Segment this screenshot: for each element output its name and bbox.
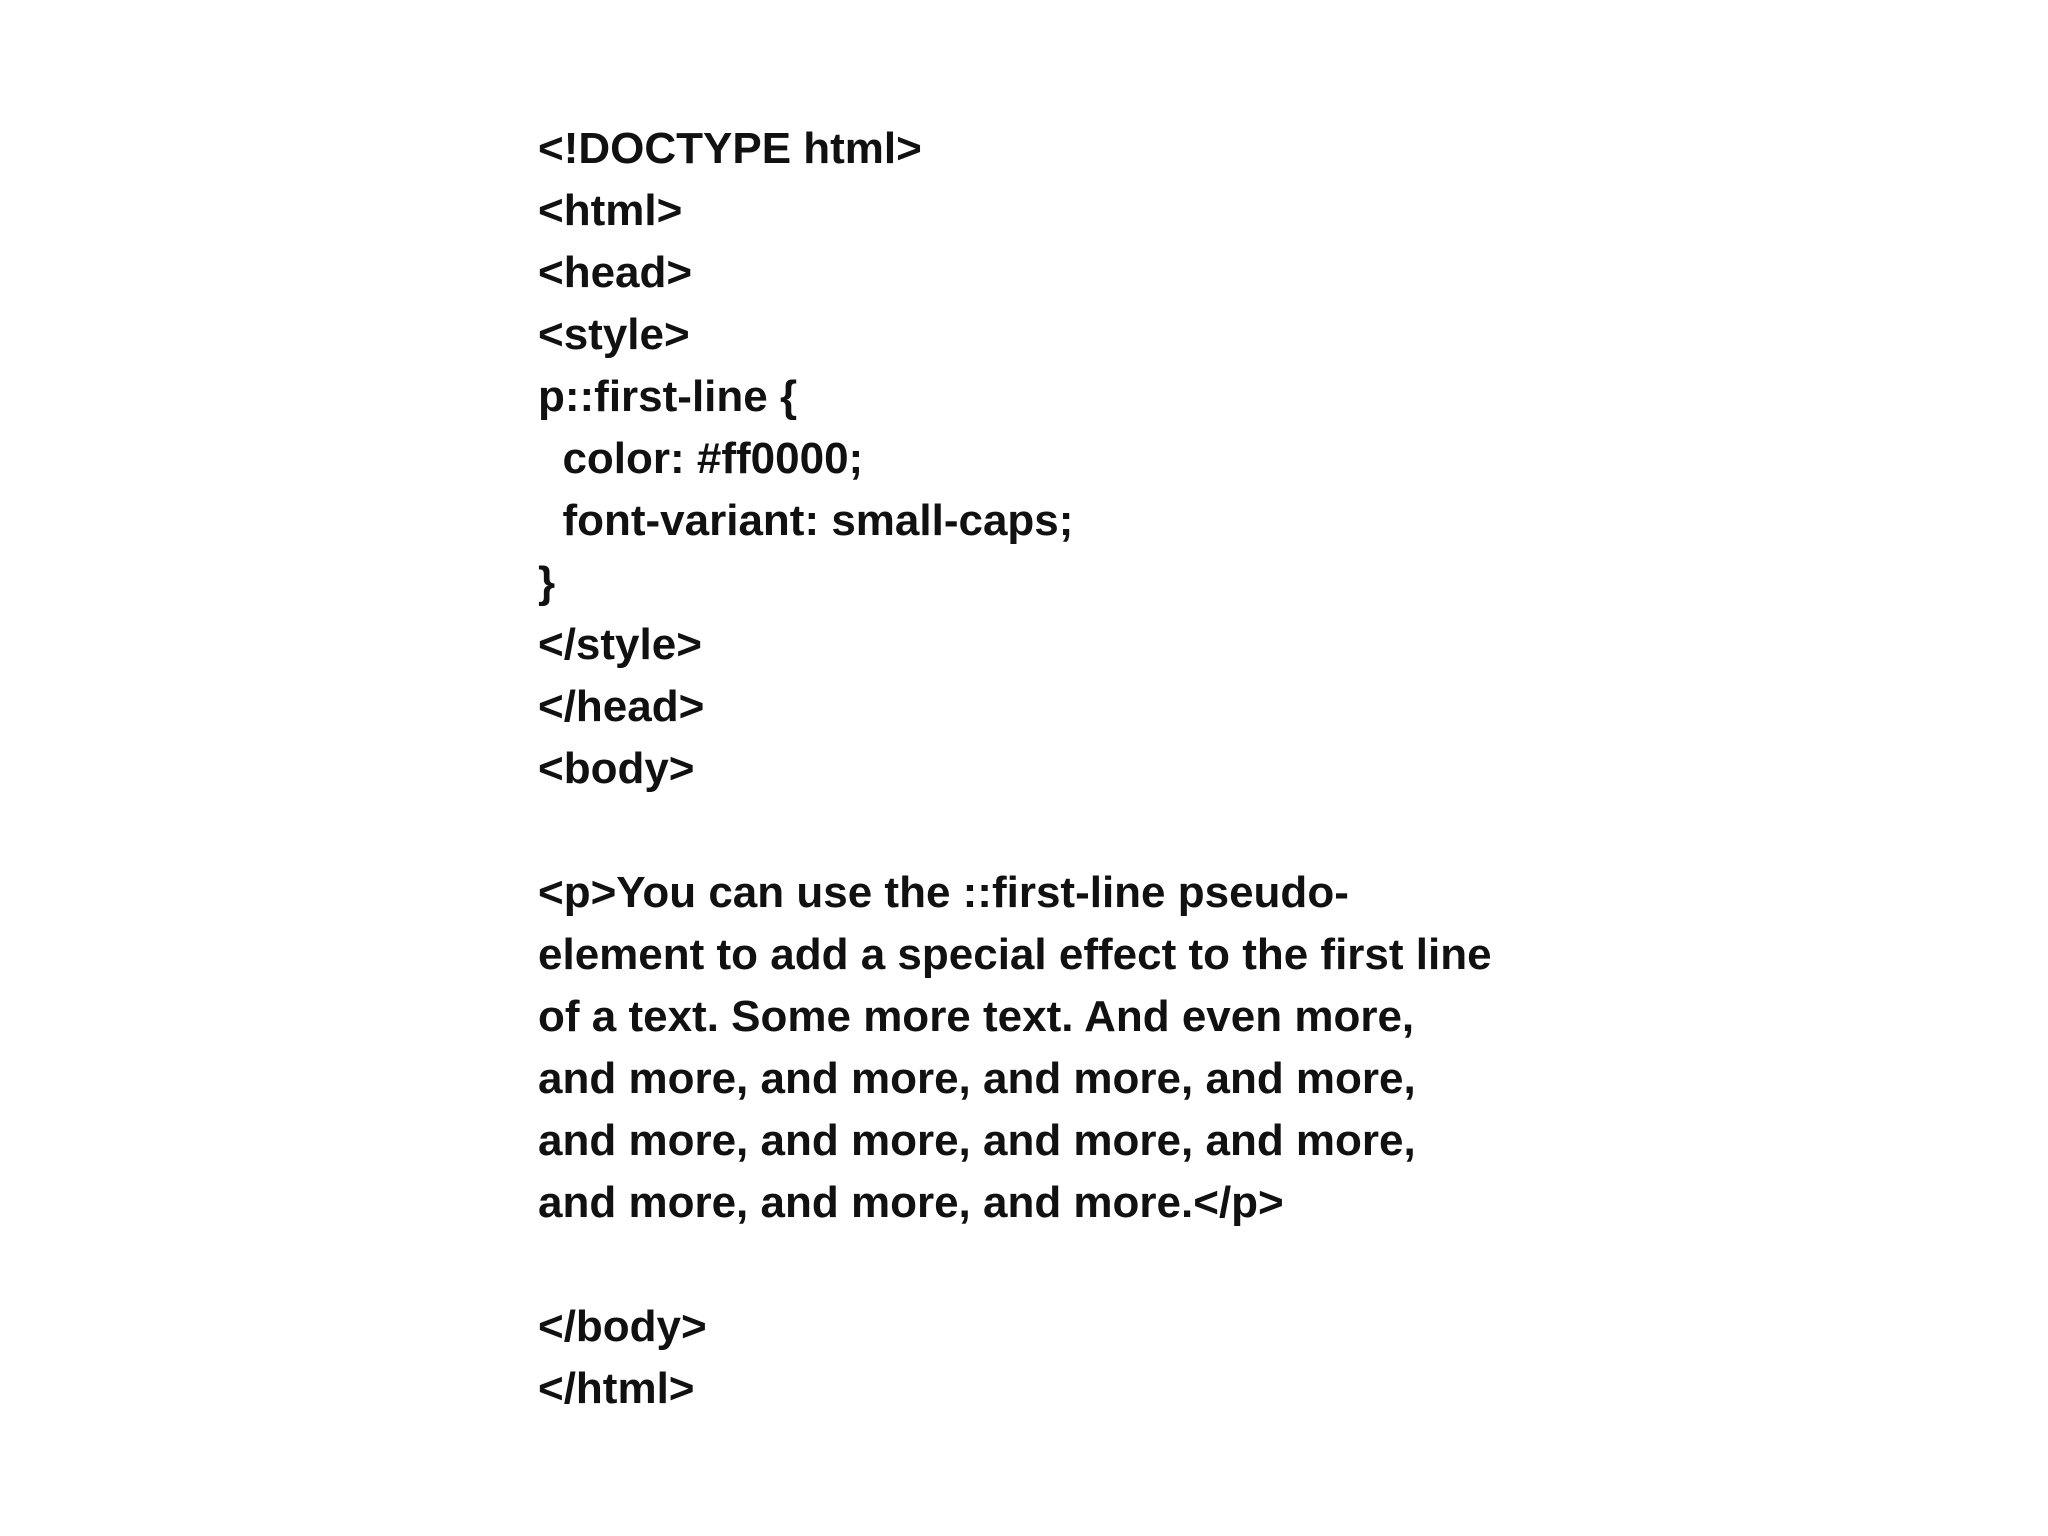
code-line-paragraph-2: element to add a special effect to the first line — [538, 930, 1492, 979]
code-line-font-variant-rule: font-variant: small-caps; — [538, 496, 1074, 545]
code-block — [538, 118, 1838, 1420]
code-line-rule-close: } — [538, 558, 556, 607]
code-line-style-close: </style> — [538, 620, 702, 669]
code-line-body-close: </body> — [538, 1302, 707, 1351]
code-line-paragraph-6: and more, and more, and more.</p> — [538, 1178, 1284, 1227]
code-line-selector: p::first-line { — [538, 372, 798, 421]
code-line-color-rule: color: #ff0000; — [538, 434, 864, 483]
code-line-paragraph-5: and more, and more, and more, and more, — [538, 1116, 1416, 1165]
code-line-blank — [538, 800, 1838, 862]
code-line-body-open: <body> — [538, 744, 695, 793]
code-line-paragraph-4: and more, and more, and more, and more, — [538, 1054, 1416, 1103]
code-line-paragraph-1: <p>You can use the ::first-line pseudo- — [538, 868, 1349, 917]
code-line-blank — [538, 1234, 1838, 1296]
code-line-html-close: </html> — [538, 1364, 695, 1413]
code-line-style-open: <style> — [538, 310, 690, 359]
code-line-doctype: <!DOCTYPE html> — [538, 124, 922, 173]
code-line-html-open: <html> — [538, 186, 683, 235]
code-line-paragraph-3: of a text. Some more text. And even more, — [538, 992, 1415, 1041]
code-line-head-close: </head> — [538, 682, 705, 731]
code-line-head-open: <head> — [538, 248, 693, 297]
